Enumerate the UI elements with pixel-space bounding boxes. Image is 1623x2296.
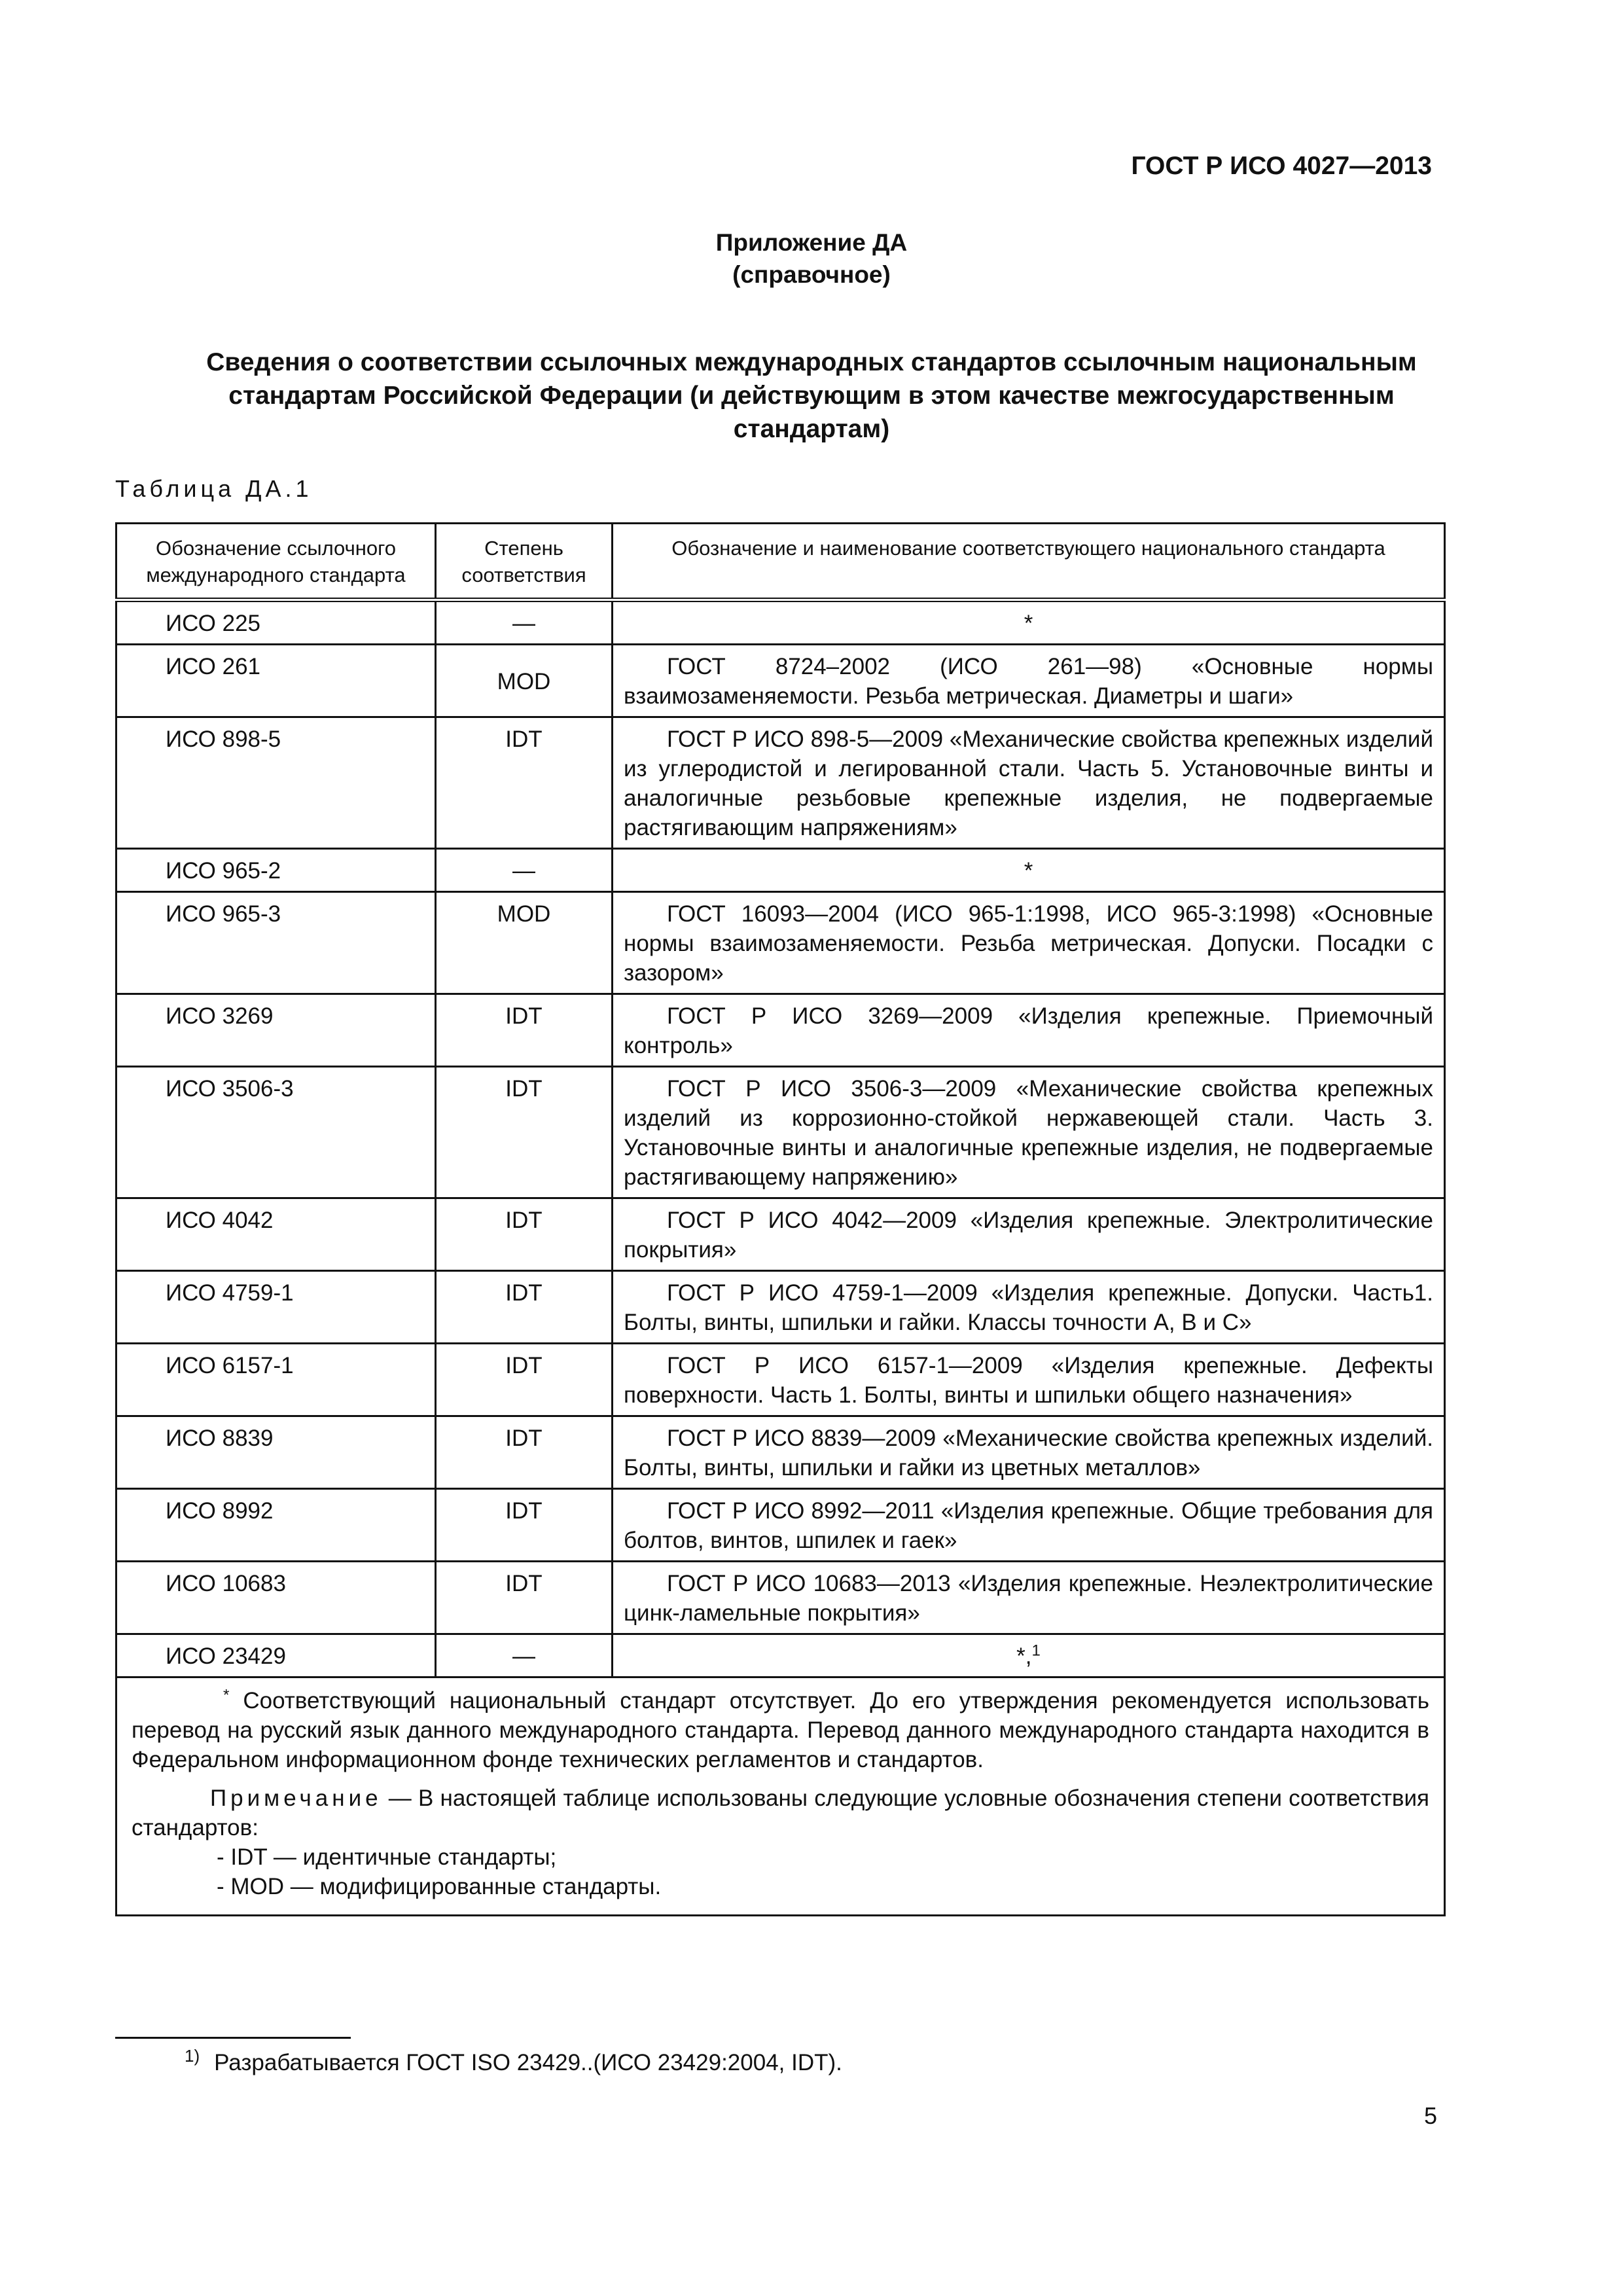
iso-cell: ИСО 8992 [116,1489,436,1562]
table-row [116,1634,1445,1677]
iso-cell: ИСО 3269 [116,994,436,1067]
main-title-line-1: Сведения о соответствии ссылочных международных стандартов ссылочным национальным [206,348,1417,376]
degree-cell: IDT [436,1489,613,1562]
table-row [116,892,1445,994]
table-row [116,1344,1445,1416]
table-label: Таблица ДА.1 [115,475,313,502]
table-notes [116,1677,1445,1916]
degree-cell: IDT [436,717,613,849]
table-row [116,1198,1445,1271]
iso-cell: ИСО 10683 [116,1562,436,1634]
table-footnote-mark: * [223,1686,230,1704]
header-iso-line-1: Обозначение ссылочного [156,537,396,560]
table-footnote [132,1686,1429,1774]
iso-cell: ИСО 8839 [116,1416,436,1489]
table-row [116,1562,1445,1634]
footnote-divider [115,2037,351,2039]
standards-table [115,522,1446,1916]
degree-cell: MOD [436,892,613,994]
degree-cell: IDT [436,1067,613,1198]
degree-cell: IDT [436,1562,613,1634]
national-cell: ГОСТ 8724–2002 (ИСО 261—98) «Основные нормы взаимозаменяемости. Резьба метрическая. Диаметры и шаги» [613,645,1445,717]
national-cell: ГОСТ Р ИСО 10683—2013 «Изделия крепежные. Неэлектролитические цинк-ламельные покрытия» [613,1562,1445,1634]
table-row [116,1489,1445,1562]
degree-cell: IDT [436,994,613,1067]
table-row [116,994,1445,1067]
header-degree-line-2: соответствия [461,564,586,586]
appendix-heading [0,226,1623,291]
iso-cell: ИСО 4759-1 [116,1271,436,1344]
table-row [116,849,1445,892]
page-footnote-mark: 1) [185,2046,200,2066]
table-row [116,1271,1445,1344]
document-code: ГОСТ Р ИСО 4027—2013 [1131,152,1432,180]
degree-cell: MOD [436,645,613,717]
table-row [116,717,1445,849]
table-notes-row [116,1677,1445,1916]
national-cell: * [613,849,1445,892]
iso-cell: ИСО 965-2 [116,849,436,892]
national-cell: ГОСТ Р ИСО 8839—2009 «Механические свойства крепежных изделий. Болты, винты, шпильки и гайки из цветных металлов» [613,1416,1445,1489]
iso-cell: ИСО 225 [116,600,436,645]
table-row [116,600,1445,645]
iso-cell: ИСО 3506-3 [116,1067,436,1198]
header-iso-designation [116,524,436,600]
degree-cell: IDT [436,1271,613,1344]
footnote-reference: 1 [1031,1641,1041,1660]
page-footnote [185,2046,842,2076]
note-item-mod: - MOD — модифицированные стандарты. [217,1874,662,1899]
table-footnote-text: Соответствующий национальный стандарт отсутствует. До его утверждения рекомендуется использовать перевод на русский язык данного международного стандарта. Перевод данного международного стандарта находится в Федеральном информационном фонде технических регламентов и стандартов. [132,1688,1429,1772]
national-cell: ГОСТ 16093—2004 (ИСО 965-1:1998, ИСО 965-3:1998) «Основные нормы взаимозаменяемости. Резьба метрическая. Допуски. Посадки с зазором» [613,892,1445,994]
table-header-row [116,524,1445,600]
table-note [132,1784,1429,1842]
national-cell: * [613,600,1445,645]
national-cell: ГОСТ Р ИСО 4042—2009 «Изделия крепежные. Электролитические покрытия» [613,1198,1445,1271]
table-row [116,1067,1445,1198]
note-label: Примечание [210,1785,382,1811]
main-title [118,346,1505,446]
degree-cell: IDT [436,1416,613,1489]
page-number: 5 [1423,2102,1437,2129]
national-cell-text: *, [1016,1643,1032,1669]
iso-cell: ИСО 4042 [116,1198,436,1271]
appendix-subtitle: (справочное) [732,261,891,288]
degree-cell: — [436,849,613,892]
header-degree-line-1: Степень [484,537,563,560]
iso-cell: ИСО 261 [116,645,436,717]
appendix-title: Приложение ДА [715,229,908,256]
note-item-idt: - IDT — идентичные стандарты; [217,1844,557,1870]
header-national-standard [613,524,1445,600]
page-footnote-text: Разрабатывается ГОСТ ISO 23429..(ИСО 23429:2004, IDT). [214,2050,842,2075]
iso-cell: ИСО 23429 [116,1634,436,1677]
table-row [116,1416,1445,1489]
national-cell: ГОСТ Р ИСО 898-5—2009 «Механические свойства крепежных изделий из углеродистой и легированной стали. Часть 5. Установочные винты и аналогичные резьбовые крепежные изделия, не подвергаемые растягивающим напряжениям» [613,717,1445,849]
degree-cell: IDT [436,1344,613,1416]
national-cell: ГОСТ Р ИСО 8992—2011 «Изделия крепежные. Общие требования для болтов, винтов, шпилек и гаек» [613,1489,1445,1562]
national-cell: ГОСТ Р ИСО 3269—2009 «Изделия крепежные. Приемочный контроль» [613,994,1445,1067]
note-text: — В настоящей таблице использованы следующие условные обозначения степени соответствия стандартов: [132,1785,1429,1840]
header-iso-line-2: международного стандарта [146,564,406,586]
header-national-text: Обозначение и наименование соответствующего национального стандарта [671,537,1385,560]
national-cell: ГОСТ Р ИСО 3506-3—2009 «Механические свойства крепежных изделий из коррозионно-стойкой нержавеющей стали. Часть 3. Установочные винты и аналогичные крепежные изделия, не подвергаемые растягивающему напряжению» [613,1067,1445,1198]
main-title-line-2: стандартам Российской Федерации (и действующим в этом качестве межгосударственным [228,382,1395,410]
degree-cell: — [436,1634,613,1677]
national-cell: ГОСТ Р ИСО 6157-1—2009 «Изделия крепежные. Дефекты поверхности. Часть 1. Болты, винты и шпильки общего назначения» [613,1344,1445,1416]
degree-cell: — [436,600,613,645]
header-degree [436,524,613,600]
iso-cell: ИСО 898-5 [116,717,436,849]
table-row [116,645,1445,717]
main-title-line-3: стандартам) [733,415,890,443]
iso-cell: ИСО 6157-1 [116,1344,436,1416]
national-cell: ГОСТ Р ИСО 4759-1—2009 «Изделия крепежные. Допуски. Часть1. Болты, винты, шпильки и гайки. Классы точности А, В и С» [613,1271,1445,1344]
national-cell [613,1634,1445,1677]
degree-cell: IDT [436,1198,613,1271]
iso-cell: ИСО 965-3 [116,892,436,994]
